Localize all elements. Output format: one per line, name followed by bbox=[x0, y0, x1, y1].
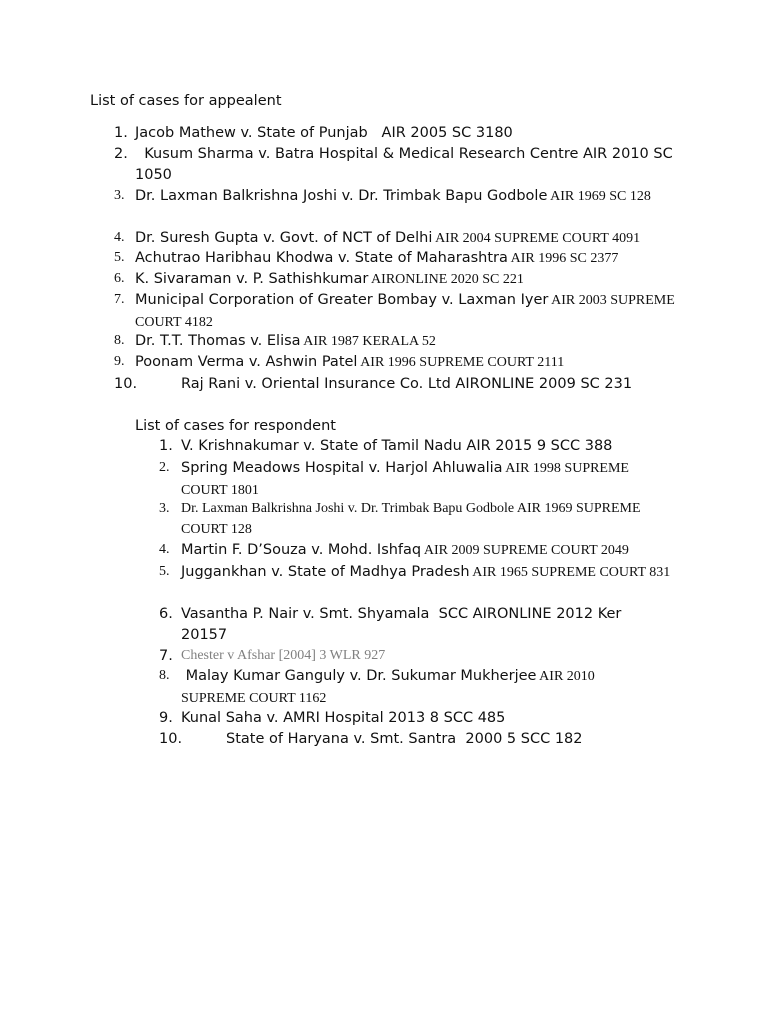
item-number: 9. bbox=[159, 710, 173, 726]
case-text bbox=[135, 248, 618, 270]
case-name: Achutrao Haribhau Khodwa v. State of Maharashtra bbox=[135, 250, 508, 266]
case-text bbox=[181, 540, 629, 562]
item-number: 3. bbox=[114, 188, 125, 203]
case-name: Malay Kumar Ganguly v. Dr. Sukumar Mukherjee bbox=[181, 668, 537, 684]
case-text bbox=[181, 458, 676, 501]
case-citation: AIR 2009 SUPREME COURT 2049 bbox=[421, 543, 629, 558]
case-text: Chester v Afshar [2004] 3 WLR 927 bbox=[181, 648, 386, 663]
item-number: 4. bbox=[114, 230, 125, 245]
item-number: 2. bbox=[159, 460, 170, 475]
case-name: Poonam Verma v. Ashwin Patel bbox=[135, 354, 358, 370]
case-text bbox=[181, 666, 651, 709]
item-number: 7. bbox=[159, 648, 173, 664]
item-number: 1. bbox=[114, 125, 128, 141]
case-text: Kunal Saha v. AMRI Hospital 2013 8 SCC 485 bbox=[181, 710, 506, 726]
case-citation: AIR 2010 SUPREME COURT 1162 bbox=[181, 669, 595, 706]
case-text: Jacob Mathew v. State of Punjab AIR 2005 SC 3180 bbox=[135, 125, 513, 141]
case-text bbox=[135, 186, 680, 208]
case-citation: AIRONLINE 2020 SC 221 bbox=[368, 272, 524, 287]
item-number: 7. bbox=[114, 292, 125, 307]
case-name: Martin F. D’Souza v. Mohd. Ishfaq bbox=[181, 542, 422, 558]
item-number: 6. bbox=[114, 271, 125, 286]
case-name: K. Sivaraman v. P. Sathishkumar bbox=[135, 271, 369, 287]
item-number: 10. bbox=[159, 731, 183, 747]
case-text: Vasantha P. Nair v. Smt. Shyamala SCC AIRONLINE 2012 Ker 20157 bbox=[181, 606, 626, 643]
item-number: 9. bbox=[114, 354, 125, 369]
case-citation: AIR 2003 SUPREME COURT 4182 bbox=[135, 293, 675, 330]
item-number: 6. bbox=[159, 606, 173, 622]
case-citation: AIR 1996 SUPREME COURT 2111 bbox=[357, 355, 565, 370]
case-text: V. Krishnakumar v. State of Tamil Nadu AIR 2015 9 SCC 388 bbox=[181, 438, 613, 454]
item-number: 10. bbox=[114, 376, 138, 392]
case-citation: AIR 1998 SUPREME COURT 1801 bbox=[181, 461, 629, 498]
case-text: Dr. Laxman Balkrishna Joshi v. Dr. Trimbak Bapu Godbole AIR 1969 SUPREME COURT 128 bbox=[181, 501, 641, 537]
case-name: Dr. Suresh Gupta v. Govt. of NCT of Delhi bbox=[135, 230, 433, 246]
case-citation: AIR 1996 SC 2377 bbox=[507, 251, 619, 266]
case-name: Juggankhan v. State of Madhya Pradesh bbox=[181, 564, 470, 580]
case-citation: AIR 1969 SC 128 bbox=[547, 189, 651, 204]
case-text bbox=[135, 331, 436, 353]
case-text bbox=[135, 269, 524, 291]
respondent-heading: List of cases for respondent bbox=[135, 418, 336, 434]
case-text bbox=[135, 290, 680, 333]
case-text: Raj Rani v. Oriental Insurance Co. Ltd AIRONLINE 2009 SC 231 bbox=[181, 376, 633, 392]
case-citation: AIR 1987 KERALA 52 bbox=[300, 334, 436, 349]
item-number: 8. bbox=[159, 668, 170, 683]
case-name: Municipal Corporation of Greater Bombay v. Laxman Iyer bbox=[135, 292, 549, 308]
item-number: 3. bbox=[159, 501, 170, 516]
case-citation: AIR 2004 SUPREME COURT 4091 bbox=[432, 231, 641, 246]
case-name: Dr. Laxman Balkrishna Joshi v. Dr. Trimbak Bapu Godbole bbox=[135, 188, 548, 204]
item-number: 5. bbox=[159, 564, 170, 579]
case-text bbox=[181, 562, 681, 584]
appellant-heading: List of cases for appealent bbox=[90, 93, 282, 109]
case-citation: AIR 1965 SUPREME COURT 831 bbox=[469, 565, 671, 580]
case-text: State of Haryana v. Smt. Santra 2000 5 SCC 182 bbox=[226, 731, 583, 747]
item-number: 5. bbox=[114, 250, 125, 265]
item-number: 2. bbox=[114, 146, 128, 162]
item-number: 4. bbox=[159, 542, 170, 557]
case-name: Dr. T.T. Thomas v. Elisa bbox=[135, 333, 301, 349]
item-number: 1. bbox=[159, 438, 173, 454]
item-number: 8. bbox=[114, 333, 125, 348]
case-text bbox=[135, 352, 564, 374]
case-name: Spring Meadows Hospital v. Harjol Ahluwalia bbox=[181, 460, 503, 476]
case-text: Kusum Sharma v. Batra Hospital & Medical Research Centre AIR 2010 SC 1050 bbox=[135, 146, 678, 183]
case-text bbox=[135, 228, 640, 250]
